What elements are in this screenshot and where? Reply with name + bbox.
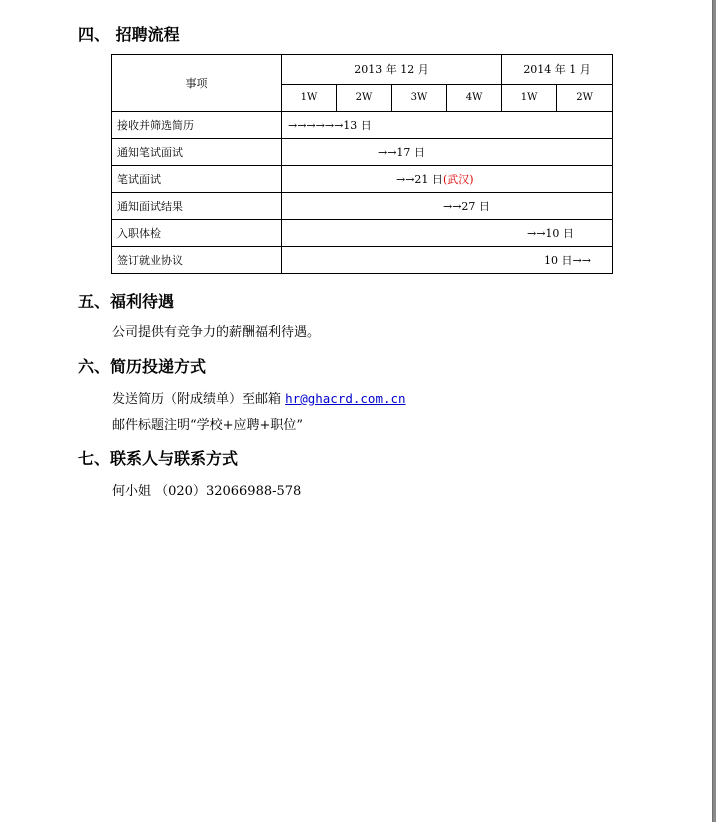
table-row [112, 220, 613, 247]
row-label: 签订就业协议 [112, 247, 282, 274]
section-7-heading: 七、联系人与联系方式 [78, 449, 239, 468]
benefits-text: 公司提供有竞争力的薪酬福利待遇。 [112, 325, 321, 340]
row-timeline: →→17 日 [282, 139, 613, 166]
row-label: 通知笔试面试 [112, 139, 282, 166]
section-4-heading: 四、 招聘流程 [78, 25, 180, 44]
contact-info: 何小姐 （020）32066988-578 [112, 484, 302, 499]
row-timeline: →→27 日 [282, 193, 613, 220]
email-link[interactable]: hr@ghacrd.com.cn [285, 391, 406, 406]
week-cell: 1W [502, 84, 557, 111]
section-6-heading: 六、简历投递方式 [78, 357, 207, 376]
row-timeline: 10 日→→ [282, 247, 613, 274]
table-row [112, 112, 613, 139]
week-cell: 1W [282, 84, 337, 111]
row-label: 入职体检 [112, 220, 282, 247]
row-label: 笔试面试 [112, 166, 282, 193]
row-timeline-value: →→21 日 [396, 173, 443, 186]
row-label: 接收并筛选简历 [112, 112, 282, 139]
row-timeline [282, 166, 613, 193]
month-header-2014-01: 2014 年 1 月 [502, 55, 613, 85]
week-cell: 2W [337, 84, 392, 111]
table-row [112, 139, 613, 166]
table-header-row [112, 55, 613, 85]
location-note: (武汉) [442, 173, 474, 186]
week-cell: 2W [557, 84, 613, 111]
week-cell: 4W [447, 84, 502, 111]
month-header-2013-12: 2013 年 12 月 [282, 55, 502, 85]
resume-submission-line [112, 390, 406, 409]
row-label: 通知面试结果 [112, 193, 282, 220]
table-row [112, 193, 613, 220]
table-row [112, 166, 613, 193]
resume-submission-prefix: 发送简历（附成绩单）至邮箱 [112, 392, 286, 407]
section-5-heading: 五、福利待遇 [78, 292, 175, 311]
row-timeline: →→→→→→13 日 [282, 112, 613, 139]
email-subject-note: 邮件标题注明“学校+应聘+职位” [112, 418, 304, 433]
recruitment-schedule-table [111, 54, 613, 274]
week-cell: 3W [392, 84, 447, 111]
row-timeline: →→10 日 [282, 220, 613, 247]
item-header-cell: 事项 [112, 55, 282, 112]
table-row [112, 247, 613, 274]
